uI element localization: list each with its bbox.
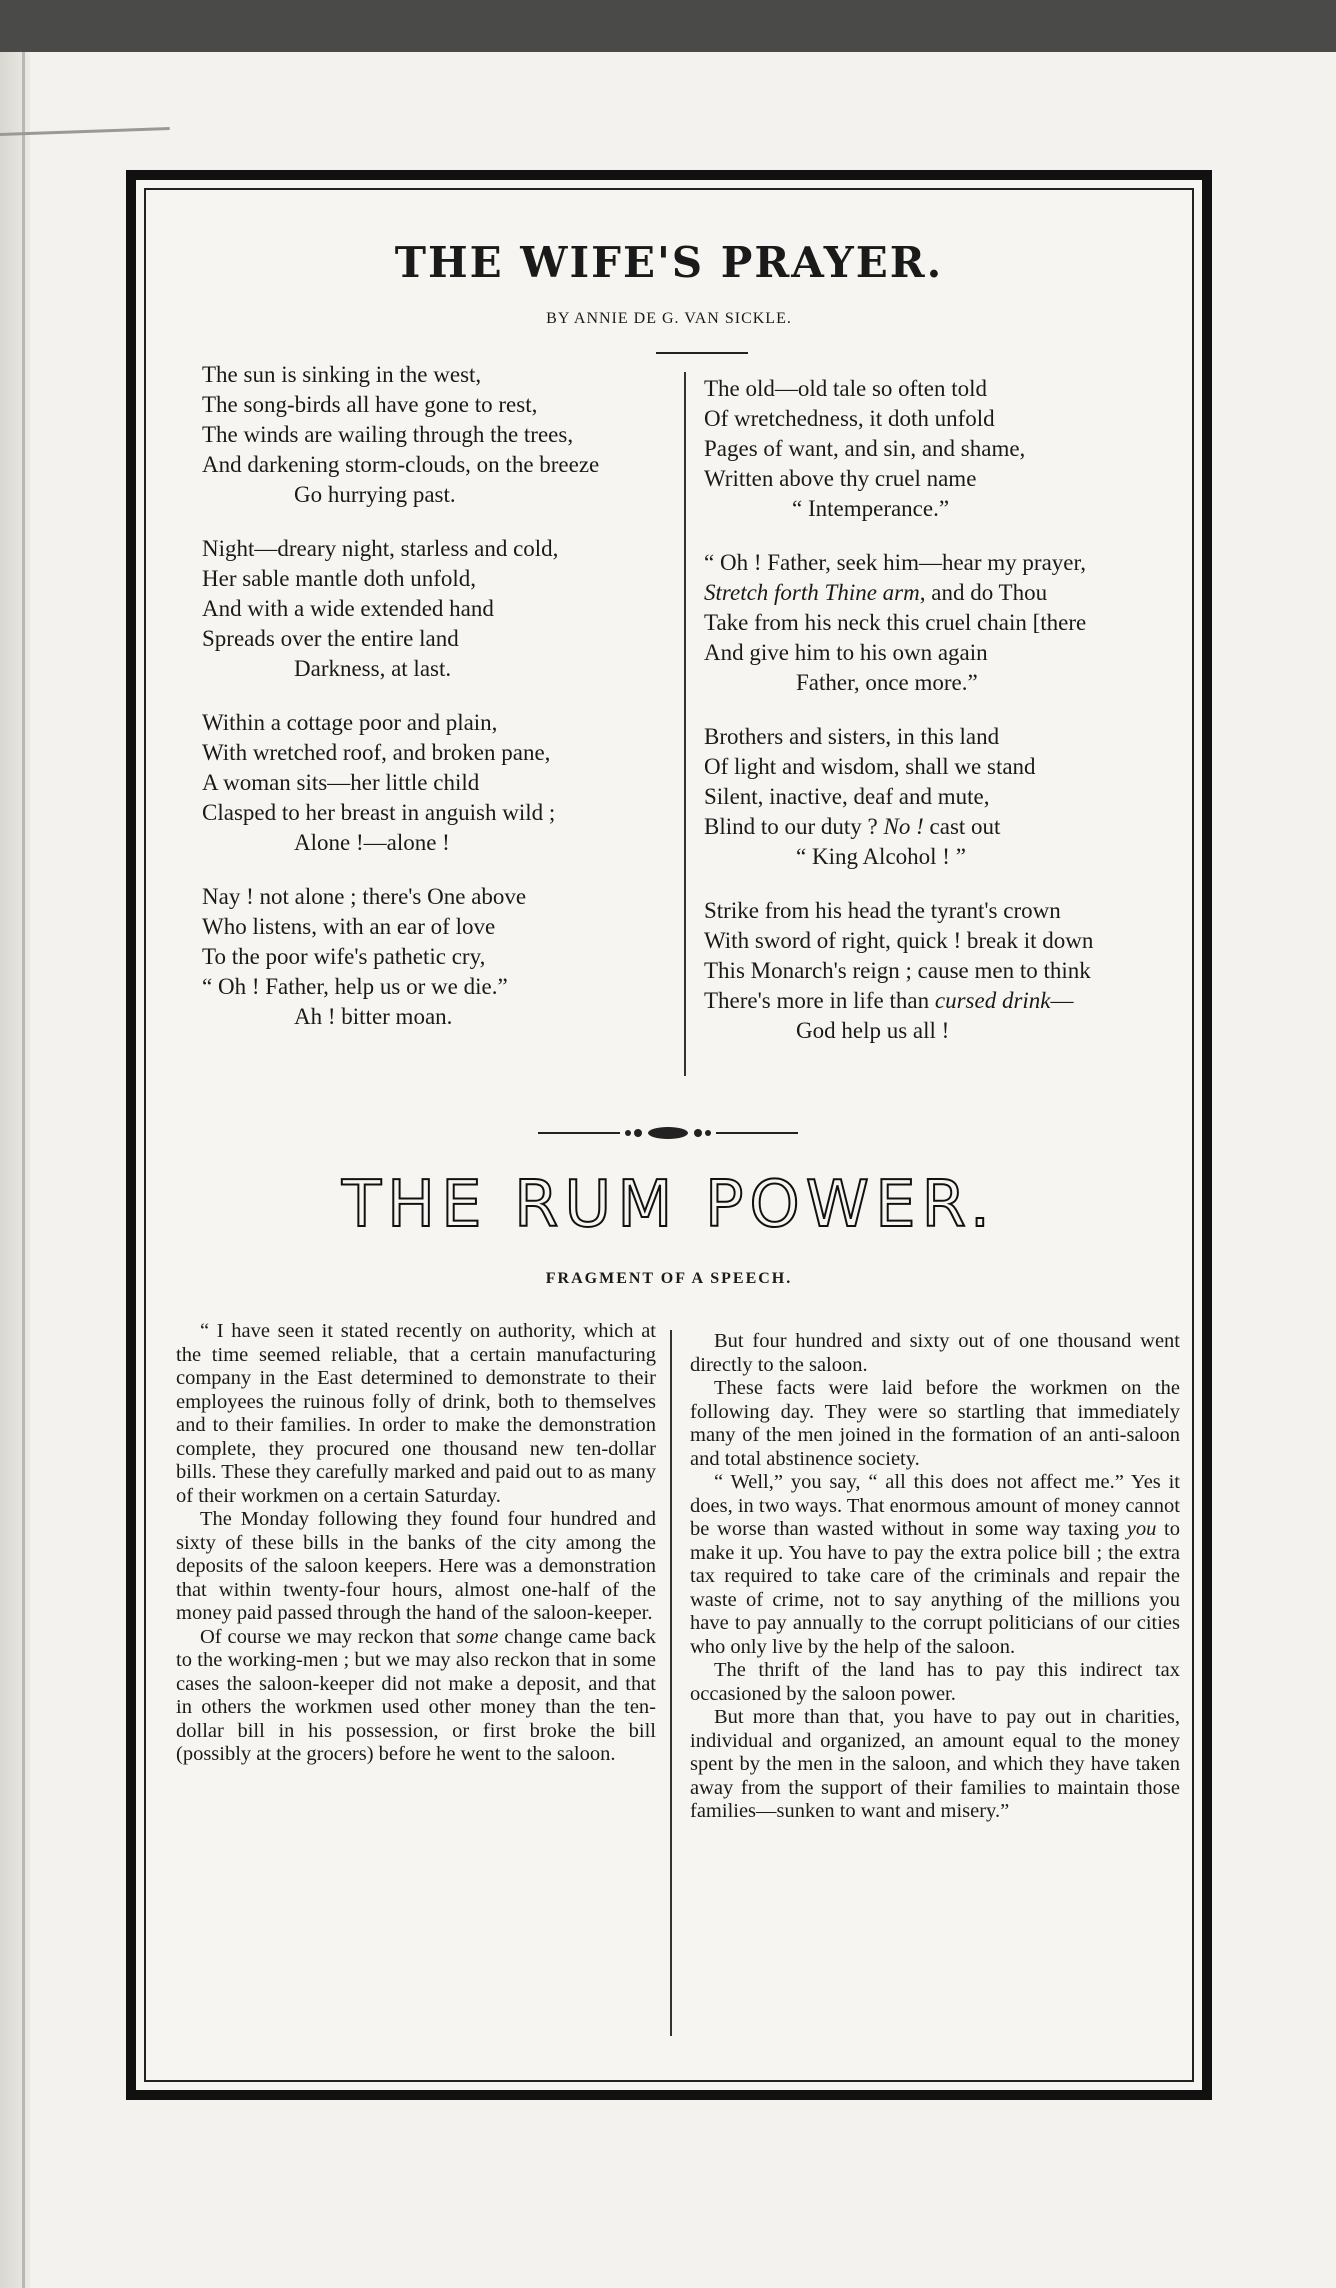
poem-line: To the poor wife's pathetic cry, bbox=[202, 944, 486, 969]
poem-left-column bbox=[202, 360, 672, 1056]
poem-line: Silent, inactive, deaf and mute, bbox=[704, 784, 990, 809]
title-rule bbox=[656, 352, 748, 354]
poem-line: Written above thy cruel name bbox=[704, 466, 977, 491]
binding-line bbox=[22, 52, 25, 2288]
poem-byline: BY ANNIE DE G. VAN SICKLE. bbox=[546, 310, 792, 327]
poem-line: Clasped to her breast in anguish wild ; bbox=[202, 800, 556, 825]
stanza bbox=[704, 548, 1204, 698]
poem-refrain: Father, once more.” bbox=[796, 670, 978, 695]
poem-line: This Monarch's reign ; cause men to think bbox=[704, 958, 1091, 983]
speech-paragraph: The Monday following they found four hundred and sixty of these bills in the banks of the city among the deposits of the saloon keepers. Here was a demonstration that within twenty-four hours, almost one-half of the money paid passed through the hand of the saloon-keeper. bbox=[176, 1508, 656, 1624]
poem-line: The sun is sinking in the west, bbox=[202, 362, 482, 387]
poem-refrain: Go hurrying past. bbox=[294, 482, 456, 507]
poem-line: There's more in life than cursed drink— bbox=[704, 988, 1074, 1013]
bordered-frame bbox=[126, 170, 1212, 2100]
poem-line: Strike from his head the tyrant's crown bbox=[704, 898, 1061, 923]
poem-line: Nay ! not alone ; there's One above bbox=[202, 884, 527, 909]
poem-line: And with a wide extended hand bbox=[202, 596, 494, 621]
speech-paragraph: “ I have seen it stated recently on authority, which at the time seemed reliable, that a certain manufacturing company in the East determined to demonstrate to their employees the ruinous folly of drink, both to themselves and to their families. In order to make the demonstration complete, they procured one thousand new ten-dollar bills. These they carefully marked and paid out to as many of their workmen on a certain Saturday. bbox=[176, 1320, 656, 1507]
speech-paragraph: But more than that, you have to pay out in charities, individual and organized, an amount equal to the money spent by the men in the saloon, and which they have taken away from the support of their families to maintain those families—sunken to want and misery.” bbox=[690, 1706, 1180, 1822]
poem-line: Of wretchedness, it doth unfold bbox=[704, 406, 995, 431]
stanza bbox=[704, 374, 1204, 524]
poem-line: “ Oh ! Father, seek him—hear my prayer, bbox=[704, 550, 1086, 575]
poem-refrain: “ King Alcohol ! ” bbox=[796, 844, 966, 869]
speech-title: THE RUM POWER. bbox=[341, 1168, 997, 1242]
poem-line: And darkening storm-clouds, on the breeze bbox=[202, 452, 600, 477]
speech-paragraph: The thrift of the land has to pay this indirect tax occasioned by the saloon power. bbox=[690, 1659, 1180, 1705]
speech-left-column bbox=[176, 1320, 656, 1767]
speech-paragraph: But four hundred and sixty out of one thousand went directly to the saloon. bbox=[690, 1330, 1180, 1376]
poem-title: THE WIFE'S PRAYER. bbox=[394, 238, 944, 287]
poem-line: The winds are wailing through the trees, bbox=[202, 422, 574, 447]
speech-paragraph: Of course we may reckon that some change came back to the working-men ; but we may also reckon that in some cases the saloon-keeper did not make a deposit, and that in others the workmen used other money than the ten-dollar bill in his possession, or first broke the bill (possibly at the grocers) before he went to the saloon. bbox=[176, 1625, 656, 1765]
poem-line: And give him to his own again bbox=[704, 640, 988, 665]
poem-line: Pages of want, and sin, and shame, bbox=[704, 436, 1026, 461]
speech-paragraph: These facts were laid before the workmen on the following day. They were so startling that immediately many of the men joined in the formation of an anti-saloon and total abstinence society. bbox=[690, 1377, 1180, 1470]
frame-content bbox=[136, 180, 1202, 2090]
poem-line: With sword of right, quick ! break it down bbox=[704, 928, 1094, 953]
poem-line: Within a cottage poor and plain, bbox=[202, 710, 498, 735]
poem-line: Spreads over the entire land bbox=[202, 626, 459, 651]
poem-line: Her sable mantle doth unfold, bbox=[202, 566, 477, 591]
stanza bbox=[202, 534, 672, 684]
stanza bbox=[202, 708, 672, 858]
poem-line: The song-birds all have gone to rest, bbox=[202, 392, 538, 417]
stanza bbox=[202, 882, 672, 1032]
poem-right-column bbox=[704, 374, 1204, 1070]
speech-paragraph: “ Well,” you say, “ all this does not affect me.” Yes it does, in two ways. That enormous amount of money cannot be worse than wasted without in some way taxing you to make it up. You have to pay the extra police bill ; the extra tax required to take care of the criminals and repair the waste of crime, not to say anything of the millions you have to pay annually to the corrupt politicians of our cities who only live by the help of the saloon. bbox=[690, 1471, 1181, 1658]
poem-line: Blind to our duty ? No ! cast out bbox=[704, 814, 1001, 839]
poem-column-divider bbox=[684, 372, 686, 1076]
speech-right-column bbox=[690, 1330, 1180, 1824]
stanza bbox=[704, 722, 1204, 872]
poem-refrain: Ah ! bitter moan. bbox=[294, 1004, 453, 1029]
poem-line: The old—old tale so often told bbox=[704, 376, 987, 401]
poem-refrain: Alone !—alone ! bbox=[294, 830, 450, 855]
poem-line: Stretch forth Thine arm, and do Thou bbox=[704, 580, 1048, 605]
poem-refrain: Darkness, at last. bbox=[294, 656, 452, 681]
poem-line: “ Oh ! Father, help us or we die.” bbox=[202, 974, 508, 999]
poem-line: Brothers and sisters, in this land bbox=[704, 724, 1000, 749]
poem-line: Take from his neck this cruel chain [there bbox=[704, 610, 1087, 635]
speech-column-divider bbox=[670, 1330, 672, 2036]
stanza bbox=[704, 896, 1204, 1046]
poem-refrain: “ Intemperance.” bbox=[792, 496, 950, 521]
poem-line: Night—dreary night, starless and cold, bbox=[202, 536, 559, 561]
poem-line: A woman sits—her little child bbox=[202, 770, 480, 795]
speech-subtitle: FRAGMENT OF A SPEECH. bbox=[545, 1270, 793, 1287]
stanza bbox=[202, 360, 672, 510]
poem-line: Of light and wisdom, shall we stand bbox=[704, 754, 1036, 779]
ornament-divider bbox=[538, 1122, 798, 1144]
poem-line: Who listens, with an ear of love bbox=[202, 914, 496, 939]
poem-line: With wretched roof, and broken pane, bbox=[202, 740, 551, 765]
poem-refrain: God help us all ! bbox=[796, 1018, 950, 1043]
